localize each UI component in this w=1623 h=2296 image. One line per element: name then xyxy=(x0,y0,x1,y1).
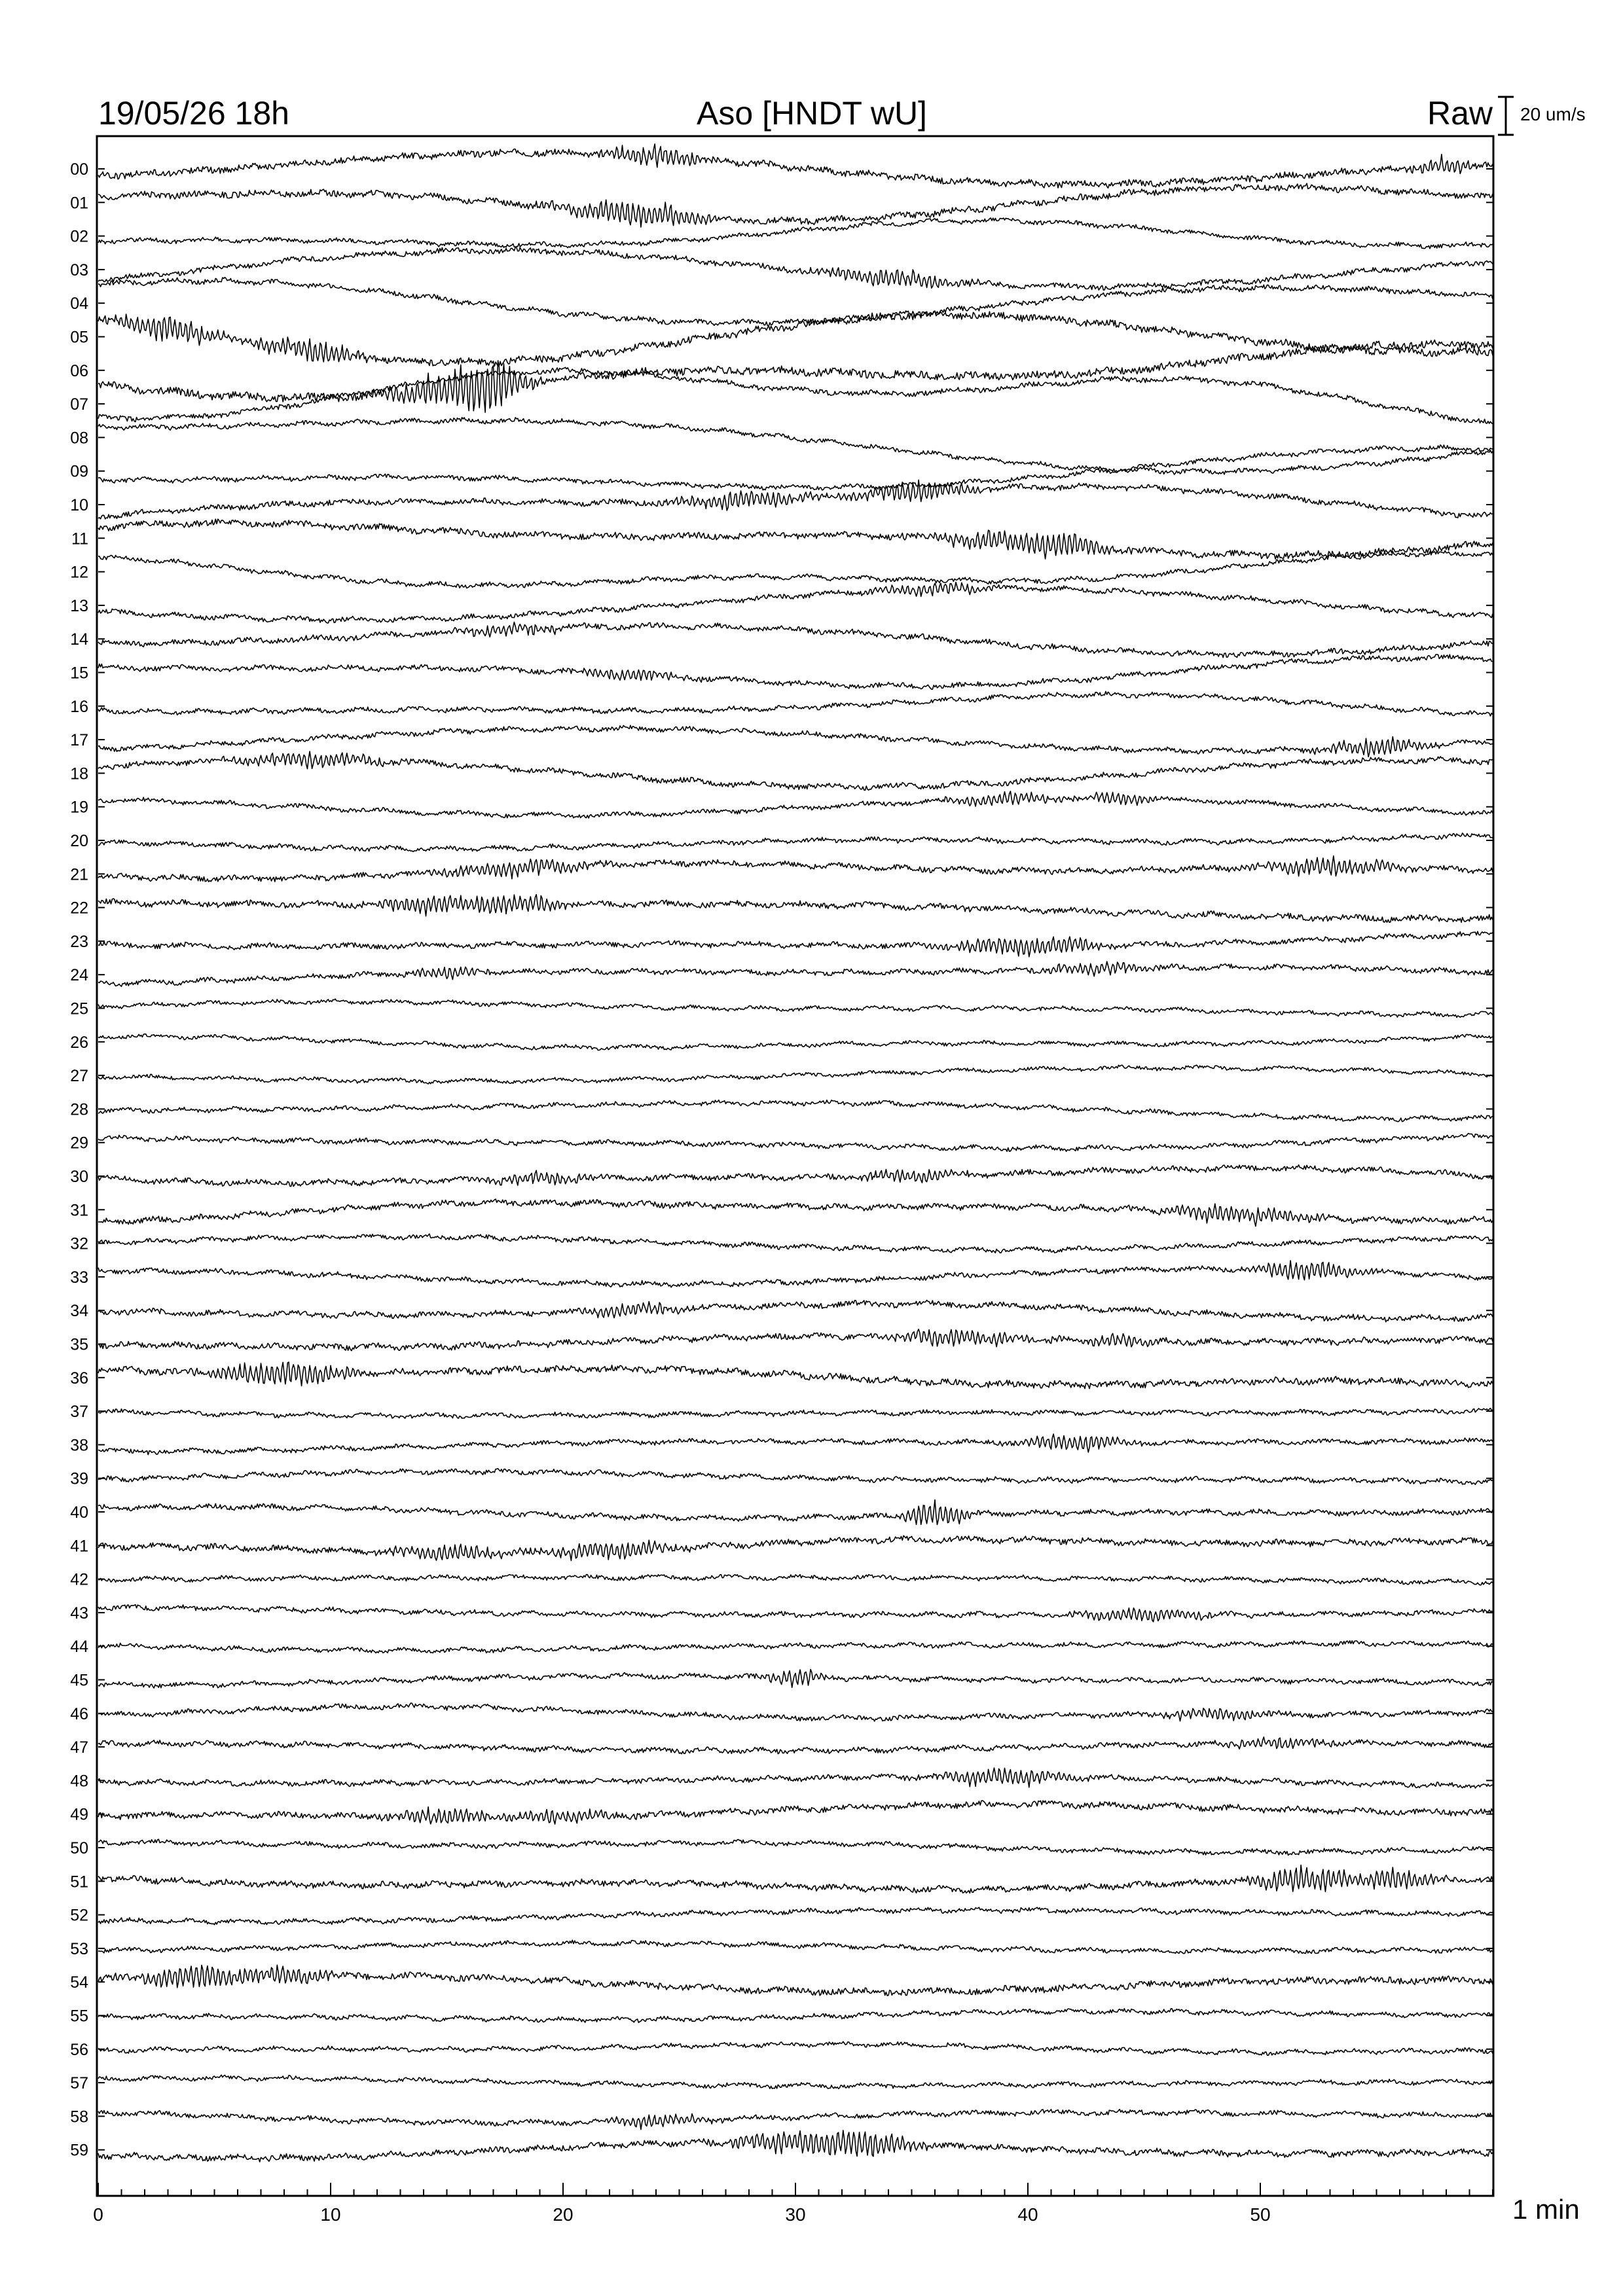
row-label-17: 17 xyxy=(70,731,88,750)
x-tick-label-10: 10 xyxy=(320,2204,341,2225)
row-label-04: 04 xyxy=(70,295,88,314)
row-label-13: 13 xyxy=(70,596,88,615)
row-label-22: 22 xyxy=(70,899,88,918)
trace-row-11 xyxy=(98,519,1493,559)
trace-row-10 xyxy=(98,480,1493,519)
row-label-14: 14 xyxy=(70,630,88,649)
row-label-37: 37 xyxy=(70,1403,88,1422)
scale-bar xyxy=(1498,97,1586,135)
row-label-25: 25 xyxy=(70,999,88,1018)
row-label-59: 59 xyxy=(70,2141,88,2160)
row-label-07: 07 xyxy=(70,395,88,414)
trace-row-25 xyxy=(98,999,1493,1017)
scale-bar-label: 20 um/s xyxy=(1520,104,1586,124)
trace-row-39 xyxy=(98,1469,1493,1484)
row-label-40: 40 xyxy=(70,1503,88,1522)
row-label-00: 00 xyxy=(70,160,88,179)
trace-row-50 xyxy=(98,1839,1493,1855)
row-label-43: 43 xyxy=(70,1604,88,1623)
row-label-47: 47 xyxy=(70,1738,88,1757)
row-label-20: 20 xyxy=(70,832,88,850)
trace-row-57 xyxy=(98,2075,1493,2089)
trace-row-17 xyxy=(98,725,1493,757)
row-label-53: 53 xyxy=(70,1939,88,1958)
trace-row-18 xyxy=(98,751,1493,790)
trace-row-27 xyxy=(98,1065,1493,1084)
row-label-33: 33 xyxy=(70,1268,88,1287)
row-label-34: 34 xyxy=(70,1302,88,1321)
row-label-08: 08 xyxy=(70,429,88,448)
trace-row-12 xyxy=(98,550,1493,588)
header-station: Aso [HNDT wU] xyxy=(697,95,927,132)
row-label-32: 32 xyxy=(70,1234,88,1253)
row-label-54: 54 xyxy=(70,1973,88,1992)
row-label-51: 51 xyxy=(70,1873,88,1892)
trace-row-55 xyxy=(98,2009,1493,2022)
trace-row-28 xyxy=(98,1100,1493,1122)
trace-row-16 xyxy=(98,691,1493,716)
row-label-19: 19 xyxy=(70,798,88,817)
trace-row-47 xyxy=(98,1737,1493,1754)
x-axis-group xyxy=(93,2183,1493,2225)
trace-row-32 xyxy=(98,1234,1493,1253)
trace-row-26 xyxy=(98,1034,1493,1050)
trace-row-54 xyxy=(98,1965,1493,1996)
header-datetime: 19/05/26 18h xyxy=(98,95,289,132)
row-label-35: 35 xyxy=(70,1335,88,1354)
row-label-58: 58 xyxy=(70,2108,88,2126)
trace-row-02 xyxy=(98,218,1493,249)
trace-row-42 xyxy=(98,1575,1493,1585)
trace-row-22 xyxy=(98,895,1493,923)
trace-row-14 xyxy=(98,622,1493,658)
row-label-18: 18 xyxy=(70,764,88,783)
trace-row-21 xyxy=(98,856,1493,882)
trace-row-53 xyxy=(98,1940,1493,1954)
trace-row-49 xyxy=(98,1801,1493,1824)
trace-row-23 xyxy=(98,931,1493,957)
row-label-44: 44 xyxy=(70,1638,88,1657)
trace-row-34 xyxy=(98,1300,1493,1322)
row-label-02: 02 xyxy=(70,227,88,246)
trace-row-08 xyxy=(98,418,1493,475)
trace-row-58 xyxy=(98,2109,1493,2130)
x-tick-label-40: 40 xyxy=(1017,2204,1038,2225)
trace-row-38 xyxy=(98,1434,1493,1455)
row-label-28: 28 xyxy=(70,1100,88,1119)
row-label-56: 56 xyxy=(70,2040,88,2059)
x-tick-label-20: 20 xyxy=(553,2204,574,2225)
row-label-05: 05 xyxy=(70,328,88,347)
row-label-57: 57 xyxy=(70,2074,88,2093)
trace-row-30 xyxy=(98,1165,1493,1187)
trace-row-03 xyxy=(98,247,1493,290)
trace-row-48 xyxy=(98,1768,1493,1788)
row-label-45: 45 xyxy=(70,1671,88,1690)
trace-row-44 xyxy=(98,1641,1493,1653)
trace-row-05 xyxy=(98,312,1493,367)
row-label-11: 11 xyxy=(71,529,88,548)
x-tick-label-0: 0 xyxy=(93,2204,103,2225)
row-label-12: 12 xyxy=(70,563,88,582)
trace-row-15 xyxy=(98,655,1493,689)
row-label-50: 50 xyxy=(70,1839,88,1857)
trace-row-33 xyxy=(98,1261,1493,1287)
trace-row-13 xyxy=(98,583,1493,623)
row-label-27: 27 xyxy=(70,1067,88,1086)
row-label-38: 38 xyxy=(70,1436,88,1455)
trace-row-07 xyxy=(98,367,1493,423)
row-label-26: 26 xyxy=(70,1033,88,1052)
row-label-10: 10 xyxy=(70,496,88,514)
trace-row-37 xyxy=(98,1408,1493,1418)
row-label-03: 03 xyxy=(70,260,88,279)
trace-row-01 xyxy=(98,183,1493,227)
trace-row-00 xyxy=(98,144,1493,188)
traces-group xyxy=(98,144,1493,2162)
trace-row-36 xyxy=(98,1362,1493,1389)
trace-row-59 xyxy=(98,2130,1493,2162)
row-label-29: 29 xyxy=(70,1134,88,1153)
row-label-06: 06 xyxy=(70,361,88,380)
row-label-48: 48 xyxy=(70,1772,88,1791)
row-label-24: 24 xyxy=(70,966,88,985)
trace-row-52 xyxy=(98,1907,1493,1924)
row-label-52: 52 xyxy=(70,1906,88,1925)
trace-row-31 xyxy=(98,1199,1493,1227)
trace-row-43 xyxy=(98,1605,1493,1622)
header-mode: Raw xyxy=(1427,95,1493,132)
trace-row-24 xyxy=(98,961,1493,986)
trace-row-46 xyxy=(98,1703,1493,1721)
row-labels-group xyxy=(70,160,1493,2160)
row-label-41: 41 xyxy=(70,1537,88,1556)
trace-row-09 xyxy=(98,445,1493,490)
row-label-31: 31 xyxy=(70,1201,88,1220)
row-label-39: 39 xyxy=(70,1469,88,1488)
x-tick-label-30: 30 xyxy=(785,2204,806,2225)
x-tick-label-50: 50 xyxy=(1250,2204,1271,2225)
row-label-55: 55 xyxy=(70,2007,88,2026)
trace-row-19 xyxy=(98,791,1493,818)
row-label-46: 46 xyxy=(70,1704,88,1723)
trace-row-20 xyxy=(98,833,1493,852)
row-label-30: 30 xyxy=(70,1168,88,1186)
trace-row-45 xyxy=(98,1670,1493,1689)
row-label-09: 09 xyxy=(70,462,88,481)
trace-row-29 xyxy=(98,1134,1493,1152)
row-label-49: 49 xyxy=(70,1805,88,1824)
row-label-36: 36 xyxy=(70,1369,88,1388)
trace-row-51 xyxy=(98,1865,1493,1893)
trace-row-40 xyxy=(98,1500,1493,1525)
row-label-23: 23 xyxy=(70,932,88,951)
x-axis-label: 1 min xyxy=(1512,2194,1580,2225)
trace-row-56 xyxy=(98,2041,1493,2055)
row-label-01: 01 xyxy=(70,194,88,213)
row-label-15: 15 xyxy=(70,664,88,683)
trace-row-35 xyxy=(98,1329,1493,1351)
row-label-42: 42 xyxy=(70,1570,88,1589)
trace-row-06 xyxy=(98,340,1493,413)
row-label-16: 16 xyxy=(70,697,88,716)
trace-row-04 xyxy=(98,278,1493,326)
trace-row-41 xyxy=(98,1535,1493,1560)
row-label-21: 21 xyxy=(70,865,88,884)
